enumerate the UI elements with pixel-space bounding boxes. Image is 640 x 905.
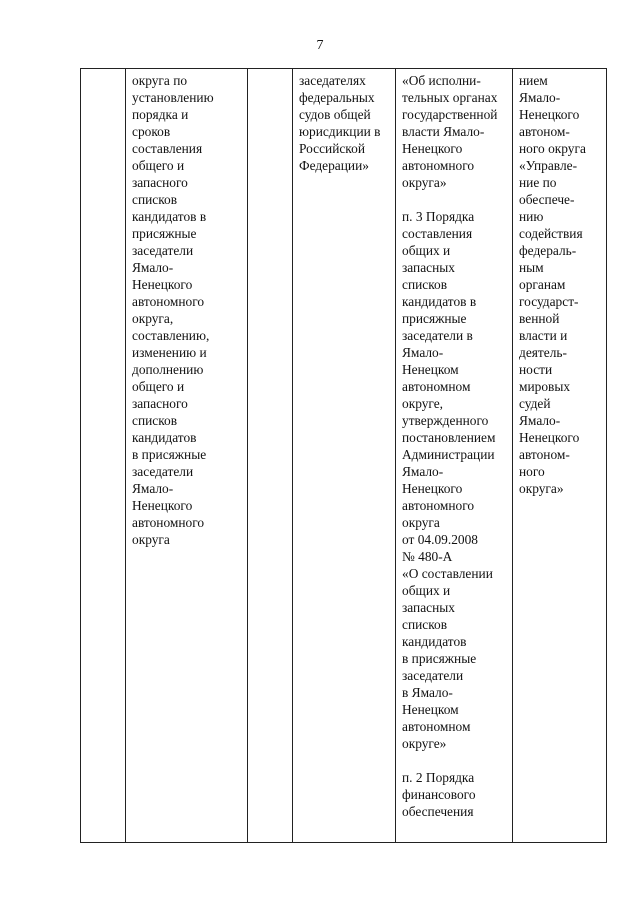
table-cell-col-2: округа по установлению порядка и сроков составления общего и запасного списков кандидатов в присяжные заседатели Ямало- Ненецкого автономного округа, составлению, изменению и дополнению общего и запасного списков кандидатов в присяжные заседатели Ямало- Ненецкого автономного округа — [126, 69, 248, 843]
table-cell-col-3 — [248, 69, 293, 843]
table-cell-col-5: «Об исполни- тельных органах государственной власти Ямало- Ненецкого автономного округа» п. 3 Порядка составления общих и запасных списков кандидатов в присяжные заседатели в Ямало- Ненецком автономном округе, утвержденного постановлением Администрации Ямало- Ненецкого автономного округа от 04.09.2008 № 480-А «О составлении общих и запасных списков кандидатов в присяжные заседатели в Ямало- Ненецком автономном округе» п. 2 Порядка финансового обеспечения — [396, 69, 513, 843]
table-cell-col-6: нием Ямало- Ненецкого автоном- ного округа «Управле- ние по обеспече- нию содействия федераль- ным органам государст- венной власти и деятель- ности мировых судей Ямало- Ненецкого автоном- ного округа» — [513, 69, 607, 843]
table-row — [81, 69, 607, 843]
page-number: 7 — [316, 38, 324, 53]
document-table — [80, 68, 607, 843]
table-cell-col-1 — [81, 69, 126, 843]
table-cell-col-4: заседателях федеральных судов общей юрисдикции в Российской Федерации» — [293, 69, 396, 843]
